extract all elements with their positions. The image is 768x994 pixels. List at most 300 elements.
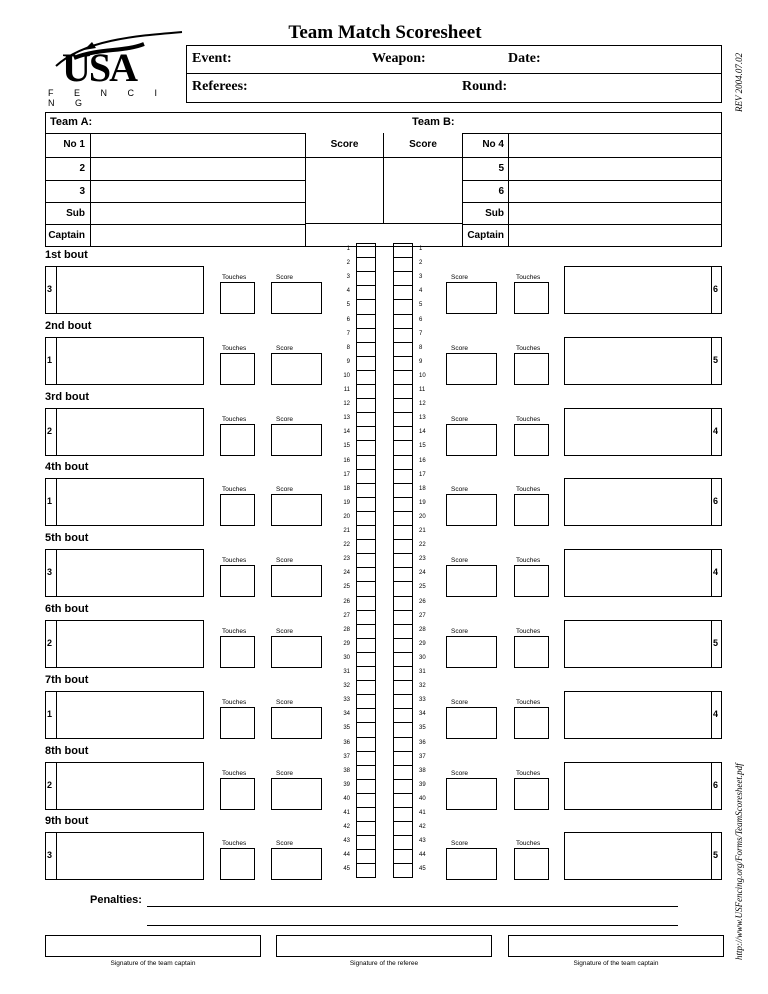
touch-number-right: 9	[419, 358, 423, 365]
left-score-label: Score	[276, 840, 293, 848]
right-score-box[interactable]	[446, 565, 497, 597]
team-b-touch-cell[interactable]	[394, 794, 412, 806]
right-score-box[interactable]	[446, 282, 497, 314]
referees-label: Referees:	[192, 79, 248, 94]
team-b-touch-cell[interactable]	[394, 484, 412, 496]
team-a-touch-cell[interactable]	[357, 329, 375, 341]
touch-number-right: 5	[419, 302, 423, 309]
team-b-touch-cell[interactable]	[394, 512, 412, 524]
team-b-touch-cell[interactable]	[394, 752, 412, 764]
right-score-label: Score	[451, 769, 468, 777]
team-a-touch-cell[interactable]	[357, 794, 375, 806]
team-b-name-field[interactable]	[509, 225, 721, 246]
team-a-col-line	[90, 133, 91, 247]
team-a-touch-cell[interactable]	[357, 752, 375, 764]
team-a-touch-cell[interactable]	[357, 822, 375, 834]
right-touches-box[interactable]	[514, 707, 549, 739]
touch-number-left: 38	[343, 767, 350, 774]
left-score-label: Score	[276, 698, 293, 706]
touch-number-left: 42	[343, 824, 350, 831]
team-a-touch-cell[interactable]	[357, 653, 375, 665]
left-score-box[interactable]	[271, 353, 322, 385]
team-a-touch-cell[interactable]	[357, 582, 375, 594]
team-a-touch-cell[interactable]	[357, 456, 375, 468]
left-score-box[interactable]	[271, 282, 322, 314]
touch-number-right: 20	[419, 513, 426, 520]
team-a-name-field[interactable]	[91, 203, 304, 223]
team-a-touch-cell[interactable]	[357, 639, 375, 651]
touch-number-right: 15	[419, 443, 426, 450]
team-a-touch-cell[interactable]	[357, 484, 375, 496]
team-b-row-label: Captain	[467, 230, 504, 241]
left-fencer-box[interactable]	[45, 337, 204, 385]
left-touches-box[interactable]	[220, 353, 255, 385]
bout-label: 7th bout	[45, 673, 89, 686]
touch-number-right: 38	[419, 767, 426, 774]
team-b-touch-cell[interactable]	[394, 427, 412, 439]
left-fencer-box[interactable]	[45, 620, 204, 668]
touch-number-left: 8	[346, 344, 350, 351]
bout-label: 3rd bout	[45, 390, 89, 403]
touch-number-right: 45	[419, 866, 426, 873]
left-fencer-number: 2	[47, 779, 53, 790]
event-label: Event:	[192, 51, 232, 66]
right-fencer-divider	[711, 266, 712, 314]
penalties-line-2[interactable]	[147, 925, 678, 926]
touch-number-right: 19	[419, 499, 426, 506]
right-score-box[interactable]	[446, 636, 497, 668]
right-touches-box[interactable]	[514, 565, 549, 597]
team-b-touch-cell[interactable]	[394, 681, 412, 693]
right-fencer-divider	[711, 549, 712, 597]
team-b-touch-cell[interactable]	[394, 498, 412, 510]
right-fencer-box[interactable]	[564, 337, 722, 385]
team-a-touch-cell[interactable]	[357, 258, 375, 270]
left-fencer-box[interactable]	[45, 762, 204, 810]
team-b-touch-cell[interactable]	[394, 597, 412, 609]
touch-number-left: 2	[346, 260, 350, 267]
team-b-touch-cell[interactable]	[394, 611, 412, 623]
team-b-label: Team B:	[412, 116, 455, 128]
team-a-touch-cell[interactable]	[357, 850, 375, 862]
team-b-touch-cell[interactable]	[394, 766, 412, 778]
touch-number-right: 10	[419, 372, 426, 379]
right-touches-box[interactable]	[514, 494, 549, 526]
url-text: http://www.USFencing.org/Forms/TeamScoresheet.pdf	[734, 763, 744, 960]
right-fencer-box[interactable]	[564, 408, 722, 456]
touch-number-right: 40	[419, 795, 426, 802]
touch-number-right: 25	[419, 584, 426, 591]
right-score-box[interactable]	[446, 353, 497, 385]
right-fencer-number: 6	[713, 284, 719, 294]
team-b-touch-cell[interactable]	[394, 639, 412, 651]
team-a-touch-cell[interactable]	[357, 568, 375, 580]
right-fencer-box[interactable]	[564, 762, 722, 810]
right-score-label: Score	[451, 344, 468, 352]
left-touches-box[interactable]	[220, 494, 255, 526]
team-a-touch-cell[interactable]	[357, 470, 375, 482]
team-b-row-label: 5	[498, 163, 504, 174]
left-touches-box[interactable]	[220, 636, 255, 668]
touch-number-right: 22	[419, 542, 426, 549]
right-touches-box[interactable]	[514, 282, 549, 314]
left-fencer-divider	[56, 408, 57, 456]
team-b-touch-cell[interactable]	[394, 582, 412, 594]
touch-number-left: 35	[343, 725, 350, 732]
team-b-row-label: No 4	[482, 139, 504, 150]
team-a-touch-cell[interactable]	[357, 667, 375, 679]
right-touches-label: Touches	[516, 344, 541, 352]
right-score-box[interactable]	[446, 707, 497, 739]
right-fencer-number: 5	[713, 638, 719, 648]
team-a-name-field[interactable]	[91, 158, 304, 179]
left-fencer-box[interactable]	[45, 549, 204, 597]
left-fencer-box[interactable]	[45, 266, 204, 314]
right-fencer-box[interactable]	[564, 832, 722, 880]
left-fencer-box[interactable]	[45, 408, 204, 456]
left-fencer-divider	[56, 691, 57, 739]
touch-number-left: 9	[346, 358, 350, 365]
touch-number-left: 11	[343, 387, 350, 393]
touch-number-right: 35	[419, 725, 426, 732]
revision-text: REV 2004.07.02	[734, 52, 744, 112]
team-a-touch-cell[interactable]	[357, 836, 375, 848]
bout-label: 2nd bout	[45, 319, 92, 332]
touch-number-left: 20	[343, 513, 350, 520]
touch-number-left: 7	[346, 330, 350, 337]
bout-label: 1st bout	[45, 249, 88, 261]
touch-number-right: 6	[419, 316, 423, 323]
team-a-row-label: Sub	[66, 208, 85, 219]
team-b-score-header: Score	[409, 139, 437, 150]
team-a-touch-cell[interactable]	[357, 597, 375, 609]
touch-number-left: 43	[343, 838, 350, 845]
right-fencer-number: 5	[713, 354, 719, 365]
team-a-touch-cell[interactable]	[357, 272, 375, 284]
date-label: Date:	[508, 51, 541, 66]
right-touches-label: Touches	[516, 415, 541, 423]
team-a-touch-cell[interactable]	[357, 554, 375, 566]
team-a-touch-cell[interactable]	[357, 427, 375, 439]
team-a-touch-cell[interactable]	[357, 441, 375, 453]
right-score-label: Score	[451, 486, 468, 494]
team-a-touch-cell[interactable]	[357, 695, 375, 707]
team-b-touch-cell[interactable]	[394, 568, 412, 580]
left-touches-box[interactable]	[220, 778, 255, 810]
left-score-box[interactable]	[271, 565, 322, 597]
right-score-box[interactable]	[446, 424, 497, 456]
touch-number-right: 18	[419, 485, 426, 492]
team-a-touch-cell[interactable]	[357, 780, 375, 792]
left-score-box[interactable]	[271, 494, 322, 526]
right-score-label: Score	[451, 274, 468, 281]
team-b-touch-cell[interactable]	[394, 540, 412, 552]
right-fencer-divider	[711, 832, 712, 880]
touch-number-left: 21	[343, 528, 350, 534]
team-b-touch-cell[interactable]	[394, 385, 412, 397]
team-a-touch-cell[interactable]	[357, 399, 375, 411]
left-touches-label: Touches	[222, 840, 247, 848]
left-score-box[interactable]	[271, 424, 322, 456]
team-b-name-field[interactable]	[509, 158, 721, 179]
left-fencer-number: 1	[47, 496, 53, 507]
left-fencer-number: 3	[47, 284, 53, 294]
right-touches-box[interactable]	[514, 848, 549, 880]
team-a-touch-cell[interactable]	[357, 766, 375, 778]
team-a-name-field[interactable]	[91, 181, 304, 201]
team-b-touch-cell[interactable]	[394, 300, 412, 312]
touch-number-left: 31	[343, 669, 350, 675]
right-score-box[interactable]	[446, 494, 497, 526]
team-b-touch-cell[interactable]	[394, 709, 412, 721]
team-b-touch-cell[interactable]	[394, 667, 412, 679]
left-touches-label: Touches	[222, 344, 247, 352]
left-fencer-number: 1	[47, 708, 53, 719]
right-score-label: Score	[451, 628, 468, 635]
team-b-touch-cell[interactable]	[394, 822, 412, 834]
right-fencer-box[interactable]	[564, 478, 722, 526]
signature-box-team-a[interactable]	[45, 935, 261, 957]
team-b-touch-cell[interactable]	[394, 329, 412, 341]
left-fencer-number: 2	[47, 425, 53, 436]
team-b-name-field[interactable]	[509, 134, 721, 156]
team-b-touch-cell[interactable]	[394, 357, 412, 369]
right-touches-label: Touches	[516, 628, 541, 635]
team-b-touch-cell[interactable]	[394, 470, 412, 482]
team-b-touch-cell[interactable]	[394, 258, 412, 270]
logo-usa-text: USA	[62, 45, 137, 90]
team-b-touch-cell[interactable]	[394, 738, 412, 750]
left-touches-label: Touches	[222, 698, 247, 706]
right-touches-label: Touches	[516, 486, 541, 494]
touch-number-right: 3	[419, 274, 423, 281]
right-fencer-box[interactable]	[564, 549, 722, 597]
team-a-touch-cell[interactable]	[357, 512, 375, 524]
team-b-col-line	[508, 133, 509, 247]
team-a-touch-cell[interactable]	[357, 709, 375, 721]
team-b-touch-cell[interactable]	[394, 413, 412, 425]
left-score-box[interactable]	[271, 778, 322, 810]
touch-number-right: 23	[419, 556, 426, 563]
right-touches-label: Touches	[516, 840, 541, 848]
touch-number-right: 43	[419, 838, 426, 845]
left-fencer-divider	[56, 478, 57, 526]
team-b-name-field[interactable]	[509, 181, 721, 201]
team-a-row-label: 2	[79, 163, 85, 174]
touch-number-left: 45	[343, 866, 350, 873]
team-b-touch-cell[interactable]	[394, 836, 412, 848]
team-b-score-field[interactable]	[384, 158, 461, 222]
touch-number-right: 42	[419, 824, 426, 831]
team-b-name-field[interactable]	[509, 203, 721, 223]
left-fencer-box[interactable]	[45, 478, 204, 526]
header-box	[186, 45, 722, 103]
bout-label: 9th bout	[45, 815, 89, 828]
signature-caption-team-b: Signature of the team captain	[573, 960, 659, 967]
right-fencer-divider	[711, 762, 712, 810]
page-title: Team Match Scoresheet	[288, 22, 482, 43]
team-a-touch-cell[interactable]	[357, 498, 375, 510]
left-touches-box[interactable]	[220, 565, 255, 597]
right-touches-label: Touches	[516, 698, 541, 706]
right-fencer-box[interactable]	[564, 266, 722, 314]
left-fencer-divider	[56, 762, 57, 810]
touch-number-left: 24	[343, 570, 350, 577]
team-b-touch-cell[interactable]	[394, 315, 412, 327]
team-b-touch-cell[interactable]	[394, 399, 412, 411]
team-a-touch-cell[interactable]	[357, 611, 375, 623]
touch-number-left: 40	[343, 795, 350, 802]
penalties-label: Penalties:	[90, 894, 142, 906]
touch-number-left: 27	[343, 612, 350, 619]
team-a-touch-cell[interactable]	[357, 413, 375, 425]
team-a-touch-cell[interactable]	[357, 864, 375, 876]
team-a-name-field[interactable]	[91, 134, 304, 156]
weapon-label: Weapon:	[372, 51, 426, 66]
team-a-score-field[interactable]	[306, 158, 382, 222]
touch-number-left: 30	[343, 654, 350, 661]
team-a-touch-cell[interactable]	[357, 385, 375, 397]
right-touches-box[interactable]	[514, 424, 549, 456]
team-b-touch-cell[interactable]	[394, 723, 412, 735]
touch-number-right: 31	[419, 669, 426, 675]
touch-number-right: 21	[419, 528, 426, 534]
touch-number-right: 29	[419, 640, 426, 647]
right-fencer-number: 6	[713, 496, 719, 507]
left-score-label: Score	[276, 344, 293, 352]
team-a-name-field[interactable]	[91, 225, 304, 246]
team-b-touch-cell[interactable]	[394, 526, 412, 538]
right-score-label: Score	[451, 415, 468, 423]
left-score-label: Score	[276, 274, 293, 281]
touch-number-right: 17	[419, 471, 426, 478]
right-fencer-box[interactable]	[564, 691, 722, 739]
left-fencer-number: 1	[47, 354, 53, 365]
left-touches-box[interactable]	[220, 424, 255, 456]
touch-number-right: 13	[419, 415, 426, 422]
round-label: Round:	[462, 79, 508, 94]
team-a-touch-cell[interactable]	[357, 357, 375, 369]
header-divider	[186, 73, 722, 74]
left-fencer-divider	[56, 549, 57, 597]
team-a-touch-cell[interactable]	[357, 300, 375, 312]
touch-number-left: 10	[343, 372, 350, 379]
touch-number-left: 4	[346, 288, 350, 295]
team-a-touch-cell[interactable]	[357, 723, 375, 735]
team-b-touch-cell[interactable]	[394, 272, 412, 284]
right-fencer-number: 6	[713, 779, 719, 790]
left-fencer-divider	[56, 337, 57, 385]
left-score-box[interactable]	[271, 707, 322, 739]
team-a-touch-cell[interactable]	[357, 681, 375, 693]
team-a-touch-cell[interactable]	[357, 540, 375, 552]
touch-number-left: 15	[343, 443, 350, 450]
left-touches-label: Touches	[222, 557, 247, 565]
left-touches-box[interactable]	[220, 848, 255, 880]
team-a-touch-cell[interactable]	[357, 625, 375, 637]
score-bottom-line	[305, 223, 462, 224]
team-b-row-label: 6	[498, 186, 504, 197]
left-score-box[interactable]	[271, 848, 322, 880]
team-a-touch-cell[interactable]	[357, 286, 375, 298]
team-a-row-label: 3	[79, 186, 85, 197]
left-fencer-divider	[56, 832, 57, 880]
team-b-touch-cell[interactable]	[394, 625, 412, 637]
right-fencer-box[interactable]	[564, 620, 722, 668]
touch-number-right: 41	[419, 810, 426, 816]
bout-label: 8th bout	[45, 744, 89, 757]
touch-number-left: 14	[343, 429, 350, 436]
left-touches-label: Touches	[222, 628, 247, 635]
touch-number-left: 23	[343, 556, 350, 563]
team-a-touch-cell[interactable]	[357, 526, 375, 538]
team-b-touch-cell[interactable]	[394, 343, 412, 355]
touch-number-right: 1	[419, 246, 423, 252]
right-score-label: Score	[451, 557, 468, 565]
right-touches-box[interactable]	[514, 636, 549, 668]
left-fencer-divider	[56, 266, 57, 314]
touch-number-right: 30	[419, 654, 426, 661]
left-touches-box[interactable]	[220, 707, 255, 739]
team-b-touch-cell[interactable]	[394, 695, 412, 707]
signature-box-referee[interactable]	[276, 935, 492, 957]
right-touches-box[interactable]	[514, 353, 549, 385]
team-b-touch-cell[interactable]	[394, 850, 412, 862]
touch-number-right: 37	[419, 753, 426, 760]
signature-box-team-b[interactable]	[508, 935, 724, 957]
touch-number-right: 33	[419, 697, 426, 704]
touch-number-left: 22	[343, 542, 350, 549]
team-b-touch-cell[interactable]	[394, 653, 412, 665]
team-b-touch-cell[interactable]	[394, 554, 412, 566]
team-a-touch-cell[interactable]	[357, 738, 375, 750]
touch-number-right: 32	[419, 683, 426, 690]
right-score-box[interactable]	[446, 848, 497, 880]
left-score-label: Score	[276, 557, 293, 565]
team-a-touch-cell[interactable]	[357, 315, 375, 327]
right-touches-box[interactable]	[514, 778, 549, 810]
team-b-touch-cell[interactable]	[394, 780, 412, 792]
team-a-touch-cell[interactable]	[357, 371, 375, 383]
left-score-box[interactable]	[271, 636, 322, 668]
team-b-touch-cell[interactable]	[394, 371, 412, 383]
team-a-touch-cell[interactable]	[357, 343, 375, 355]
touch-number-left: 3	[346, 274, 350, 281]
left-fencer-box[interactable]	[45, 832, 204, 880]
team-b-touch-cell[interactable]	[394, 441, 412, 453]
team-a-touch-cell[interactable]	[357, 808, 375, 820]
touch-number-left: 26	[343, 598, 350, 605]
team-b-touch-cell[interactable]	[394, 286, 412, 298]
right-score-label: Score	[451, 840, 468, 848]
logo-fencing-text: F E N C I N G	[48, 88, 167, 108]
penalties-line-1[interactable]	[147, 906, 678, 907]
touch-number-right: 24	[419, 570, 426, 577]
bout-label: 4th bout	[45, 461, 89, 474]
right-fencer-number: 4	[713, 567, 719, 578]
team-b-touch-cell[interactable]	[394, 456, 412, 468]
team-b-touch-cell[interactable]	[394, 244, 412, 256]
team-b-touch-cell[interactable]	[394, 864, 412, 876]
left-fencer-box[interactable]	[45, 691, 204, 739]
touch-number-right: 39	[419, 781, 426, 788]
team-a-touch-cell[interactable]	[357, 244, 375, 256]
touch-number-right: 16	[419, 457, 426, 464]
right-score-box[interactable]	[446, 778, 497, 810]
team-b-touch-cell[interactable]	[394, 808, 412, 820]
touch-number-right: 7	[419, 330, 423, 337]
left-touches-box[interactable]	[220, 282, 255, 314]
